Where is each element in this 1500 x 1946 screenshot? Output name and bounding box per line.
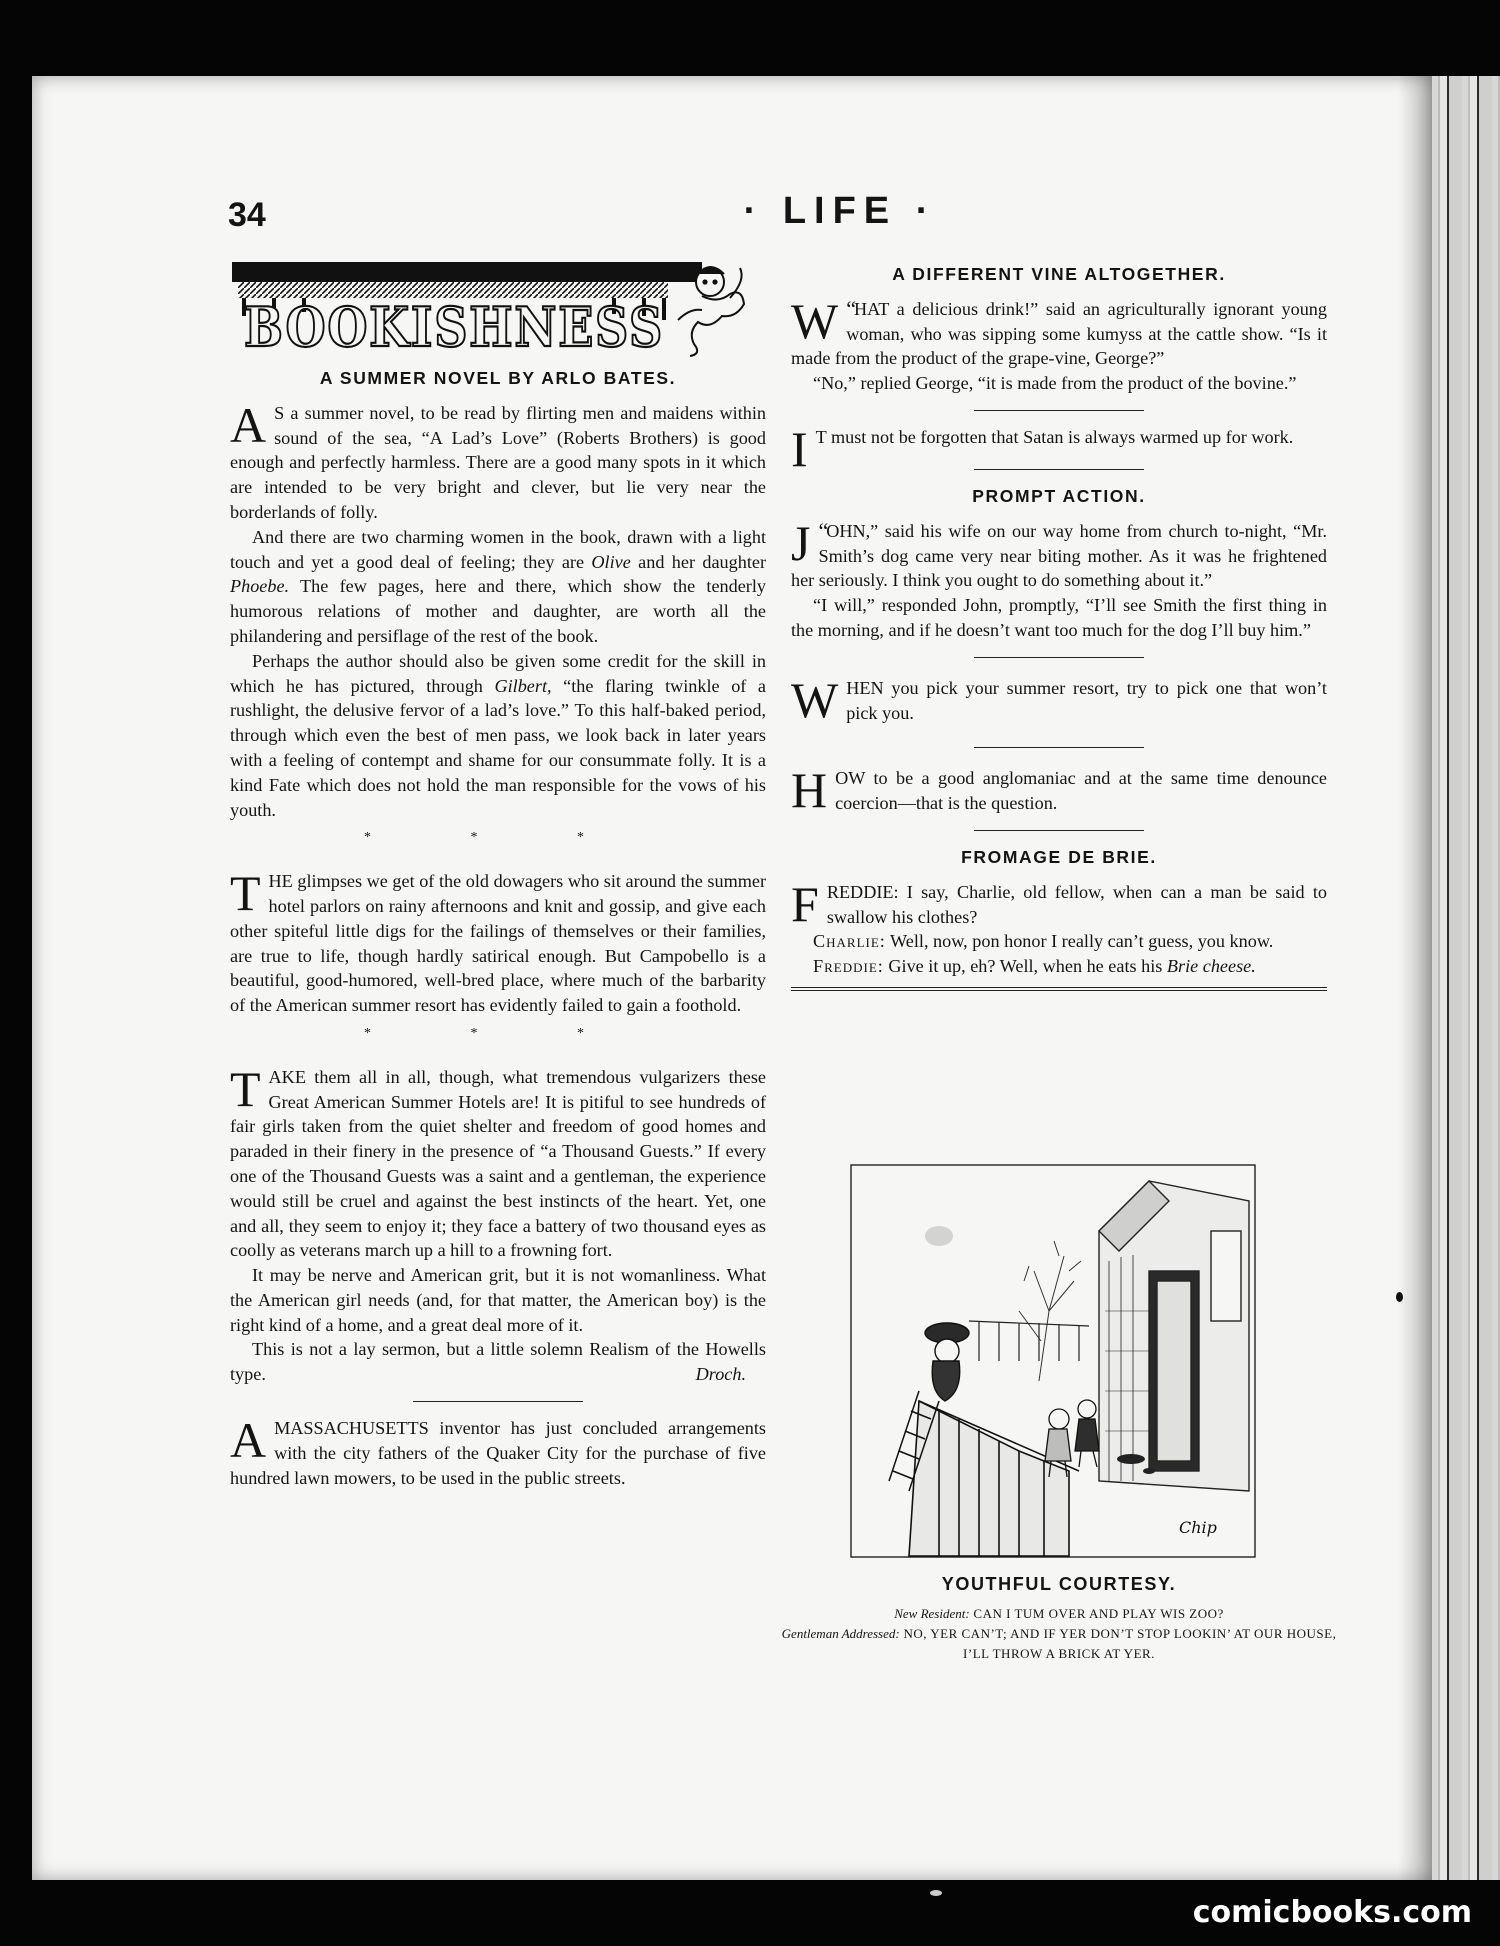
masthead: · LIFE · [743, 190, 937, 232]
article-heading: A DIFFERENT VINE ALTOGETHER. [892, 264, 1226, 284]
drop-cap: T [230, 1060, 261, 1117]
italic-name: Gilbert, [494, 675, 552, 696]
page-number: 34 [228, 196, 266, 234]
drop-cap: A [230, 396, 267, 453]
paragraph-text: T must not be forgotten that Satan is always warmed up for work. [815, 426, 1294, 447]
paragraph [791, 292, 1327, 371]
paragraph [230, 1060, 766, 1263]
cartoon-illustration [849, 1161, 1259, 1561]
drop-cap: W [791, 292, 839, 349]
artist-signature: Chip [1179, 1518, 1217, 1537]
paragraph [230, 1337, 766, 1387]
left-column [230, 360, 766, 1490]
paragraph: “I will,” responded John, promptly, “I’ll see Smith the first thing in the morning, and if he doesn’t want too much for the dog I’ll buy him.” [791, 595, 1327, 640]
paragraph-text: This is not a lay sermon, but a little solemn Realism of the Howells type. [230, 1339, 766, 1385]
caption-text: NO, YER CAN’T; AND IF YER DON’T STOP LOOKIN’ AT OUR HOUSE, I’LL THROW A BRICK AT YER. [899, 1626, 1337, 1661]
open-quote: “ [818, 517, 829, 543]
right-column [791, 256, 1327, 1007]
paragraph: It may be nerve and American grit, but it is not womanliness. What the American girl needs (and, for that matter, the American boy) is the right kind of a home, and a great deal more of it. [230, 1265, 766, 1335]
author-signature: Droch. [695, 1364, 746, 1385]
open-quote: “ [846, 295, 856, 321]
caption-text: CAN I TUM OVER AND PLAY WIS ZOO? [969, 1606, 1224, 1621]
caption-line [778, 1604, 1340, 1624]
paragraph-text: OHN,” said his wife on our way home from church to-night, “Mr. Smith’s dog came very near biting mother. As it was he frightened her seriously. I think you ought to do something about it.” [791, 520, 1327, 591]
paragraph-text: Well, now, pon honor I really can’t guess, you know. [885, 931, 1274, 952]
spine-shadow [1398, 76, 1432, 1880]
tree-drawing [1019, 1241, 1081, 1381]
cartoon-caption [778, 1604, 1340, 1664]
paragraph-text: HAT a delicious drink!” said an agriculturally ignorant young woman, who was sipping some kumyss at the cattle show. “Is it made from the product of the grape-vine, George?” [791, 298, 1327, 369]
paragraph-text: And there are two charming women in the book, drawn with a light touch and yet a good deal of feeling; they are [230, 526, 766, 572]
paragraph [791, 671, 1327, 728]
article-heading: PROMPT ACTION. [972, 485, 1146, 506]
paragraph-text: and her daughter [630, 551, 766, 572]
divider [974, 469, 1144, 470]
paragraph: “No,” replied George, “it is made from the product of the bovine.” [813, 373, 1297, 394]
italic-name: Phoebe. [230, 576, 290, 597]
bookishness-banner [232, 258, 748, 360]
child-on-fence [925, 1323, 969, 1401]
speaker-name: Charlie: [813, 931, 886, 952]
paragraph-text: MASSACHUSETTS inventor has just concluded arrangements with the city fathers of the Quaker City for the purchase of five hundred lawn mowers, to be used in the public streets. [230, 1418, 766, 1488]
paragraph [791, 875, 1327, 932]
caption-speaker: Gentleman Addressed: [781, 1626, 900, 1641]
drop-cap: H [791, 762, 828, 819]
cartoon-title [791, 1568, 1327, 1605]
caption-speaker: New Resident: [894, 1606, 970, 1621]
paragraph-text: “the flaring twinkle of a rushlight, the delusive fervor of a lad’s love.” To this half-baked period, through which even the best of men pass, we look back in later years with a feeling of contempt and shame for our consummate folly. It is a kind Fate which does not hold the man responsible for the vows of his youth. [230, 675, 766, 820]
article-heading: FROMAGE DE BRIE. [961, 846, 1157, 867]
paragraph [791, 954, 1327, 979]
paragraph-text: The few pages, here and there, which show the tenderly humorous relations of mother and daughter, are worth all the philandering and persiflage of the rest of the book. [230, 576, 766, 646]
drop-cap: W [791, 671, 839, 728]
divider [974, 410, 1144, 411]
paragraph-text: HEN you pick your summer resort, try to pick one that won’t pick you. [846, 677, 1327, 723]
paragraph [230, 1412, 766, 1490]
double-divider [791, 987, 1327, 991]
caption-line [778, 1624, 1340, 1664]
cartoon-title-text: YOUTHFUL COURTESY. [941, 1574, 1177, 1594]
italic-text: Brie cheese. [1166, 956, 1256, 977]
paragraph [791, 514, 1327, 593]
section-stars: * * * [364, 830, 632, 846]
distant-fence [969, 1321, 1089, 1361]
italic-name: Olive [591, 551, 631, 572]
speaker-name: Freddie: [813, 956, 884, 977]
print-speck [1396, 1292, 1403, 1302]
paragraph [791, 929, 1327, 954]
paragraph-text: Give it up, eh? Well, when he eats his [883, 956, 1167, 977]
drop-cap: F [791, 875, 819, 932]
paragraph-text: OW to be a good anglomaniac and at the same time denounce coercion—that is the question. [835, 768, 1327, 814]
paragraph-text: AKE them all in all, though, what tremendous vulgarizers these Great American Summer Hotels are! It is pitiful to see hundreds of fair girls taken from the quiet shelter and freedom of good homes and paraded in their finery in the presence of “a Thousand Guests.” If every one of the Thousand Guests was a saint and a gentleman, the experience would still be cruel and against the best instincts of the heart. Yet, one and all, they seem to enjoy it; they face a battery of two thousand eyes as coolly as veterans march up a hill to a frowning fort. [230, 1066, 766, 1261]
divider [974, 657, 1144, 658]
paragraph-text: S a summer novel, to be read by flirting men and maidens within sound of the sea, “A Lad’s Love” (Roberts Brothers) is good enough and perfectly harmless. There are a good many spots in it which are intended to be very bright and clever, but lie very near the borderlands of folly. [230, 402, 766, 522]
article-heading: A SUMMER NOVEL BY ARLO BATES. [319, 368, 677, 388]
drop-cap: J [791, 514, 811, 571]
paragraph-text: REDDIE: I say, Charlie, old fellow, when can a man be said to swallow his clothes? [826, 881, 1327, 927]
paragraph-text: Perhaps the author should also be given some credit for the skill in which he has pictured, through [230, 650, 766, 696]
section-stars: * * * [364, 1025, 632, 1041]
paragraph [230, 525, 766, 649]
paragraph [230, 865, 766, 1018]
paragraph-text: HE glimpses we get of the old dowagers who sit around the summer hotel parlors on rainy afternoons and knit and gossip, and give each other spiteful little digs for the failings of themselves or their families, are true to life, though hardly satirical enough. But Campobello is a beautiful, good-humored, well-bred place, where much of the barbarity of the American summer resort has evidently failed to gain a foothold. [230, 871, 766, 1016]
paragraph [791, 420, 1327, 477]
divider [974, 747, 1144, 748]
drop-cap: T [230, 865, 261, 922]
scan-mark [930, 1890, 942, 1896]
divider [413, 1401, 583, 1402]
paragraph [791, 762, 1327, 819]
adjacent-page-edge [1432, 76, 1500, 1880]
house-drawing [1099, 1181, 1249, 1491]
divider [974, 830, 1144, 831]
paragraph [230, 649, 766, 823]
paragraph [230, 396, 766, 525]
watermark: comicbooks.com [1192, 1895, 1472, 1930]
drop-cap: I [791, 420, 808, 477]
drop-cap: A [230, 1412, 267, 1469]
banner-title: BOOKISHNESS [244, 295, 664, 359]
